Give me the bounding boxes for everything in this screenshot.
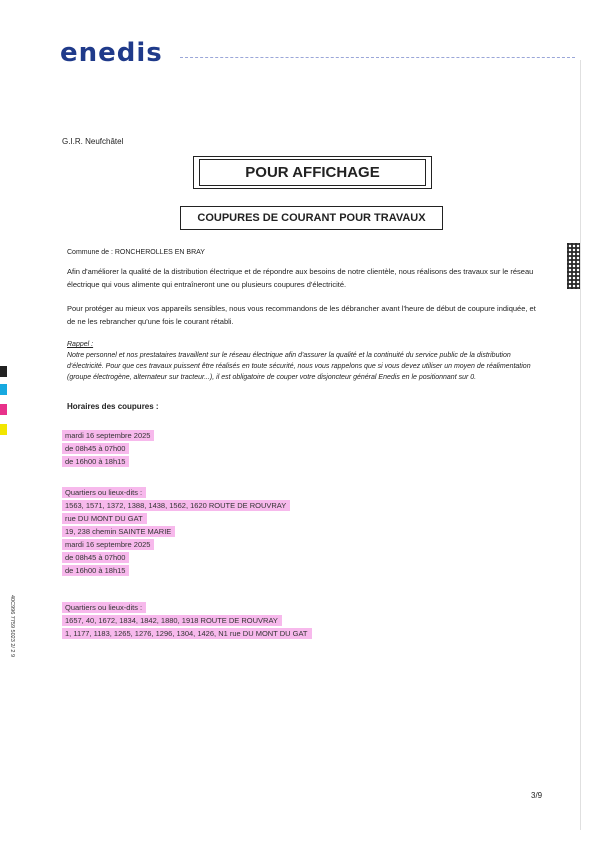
horaires-title: Horaires des coupures :	[67, 402, 159, 411]
schedule-group-3	[62, 597, 312, 636]
page-number: 3/9	[531, 791, 543, 800]
schedule-line: de 08h45 à 07h00	[62, 443, 129, 454]
print-mark-black	[0, 366, 7, 377]
advice-paragraph: Pour protéger au mieux vos appareils sensibles, nous vous recommandons de les débrancher avant l'heure de début de coupure indiquée, et de ne les rebrancher qu'une fois le courant rétabli.	[67, 304, 536, 326]
schedule-line: 19, 238 chemin SAINTE MARIE	[62, 526, 175, 537]
coupures-title: COUPURES DE COURANT POUR TRAVAUX	[180, 206, 443, 230]
qr-code	[567, 243, 581, 289]
schedule-line: de 16h00 à 18h15	[62, 456, 129, 467]
rappel-text: Notre personnel et nos prestataires travaillent sur le réseau électrique afin d'assurer la qualité et la continuité du service public de la distribution d'électricité. Pour que ces travaux puissent être réalisés en toute sécurité, nous vous rappelons que si vous devez utiliser un moyen de réalimentation (groupe électrogène, alternateur sur tracteur...), il est obligatoire de couper votre disjoncteur général Enedis en le positionnant sur 0.	[67, 352, 531, 381]
commune-label: Commune de : RONCHEROLLES EN BRAY	[67, 249, 205, 256]
affichage-title: POUR AFFICHAGE	[199, 159, 426, 186]
print-mark-cyan	[0, 384, 7, 395]
schedule-line: 1, 1177, 1183, 1265, 1276, 1296, 1304, 1426, N1 rue DU MONT DU GAT	[62, 628, 312, 639]
schedule-group-1	[62, 425, 154, 464]
schedule-line: de 08h45 à 07h00	[62, 552, 129, 563]
intro-paragraph: Afin d'améliorer la qualité de la distribution électrique et de répondre aux besoins de notre clientèle, nous réalisons des travaux sur le réseau électrique qui vous alimente qui entraîneront une ou plusieurs coupures d'électricité.	[67, 267, 534, 289]
schedule-line: 1657, 40, 1672, 1834, 1842, 1880, 1918 ROUTE DE ROUVRAY	[62, 615, 282, 626]
schedule-line: Quartiers ou lieux-dits :	[62, 487, 146, 498]
side-code: 40C996 7759 5023 2/ 2 9	[9, 595, 15, 658]
schedule-line: Quartiers ou lieux-dits :	[62, 602, 146, 613]
enedis-logo: enedis	[60, 38, 163, 68]
rappel-block	[67, 339, 537, 383]
rappel-title: Rappel :	[67, 341, 94, 348]
print-mark-magenta	[0, 404, 7, 415]
gir-label: G.I.R. Neufchâtel	[62, 137, 124, 146]
print-mark-yellow	[0, 424, 7, 435]
schedule-line: 1563, 1571, 1372, 1388, 1438, 1562, 1620 ROUTE DE ROUVRAY	[62, 500, 290, 511]
scan-edge	[580, 60, 581, 830]
affichage-box	[193, 156, 432, 189]
schedule-line: de 16h00 à 18h15	[62, 565, 129, 576]
schedule-line: rue DU MONT DU GAT	[62, 513, 147, 524]
schedule-line: mardi 16 septembre 2025	[62, 430, 154, 441]
schedule-line: mardi 16 septembre 2025	[62, 539, 154, 550]
header-divider	[180, 57, 575, 58]
schedule-group-2	[62, 482, 290, 573]
